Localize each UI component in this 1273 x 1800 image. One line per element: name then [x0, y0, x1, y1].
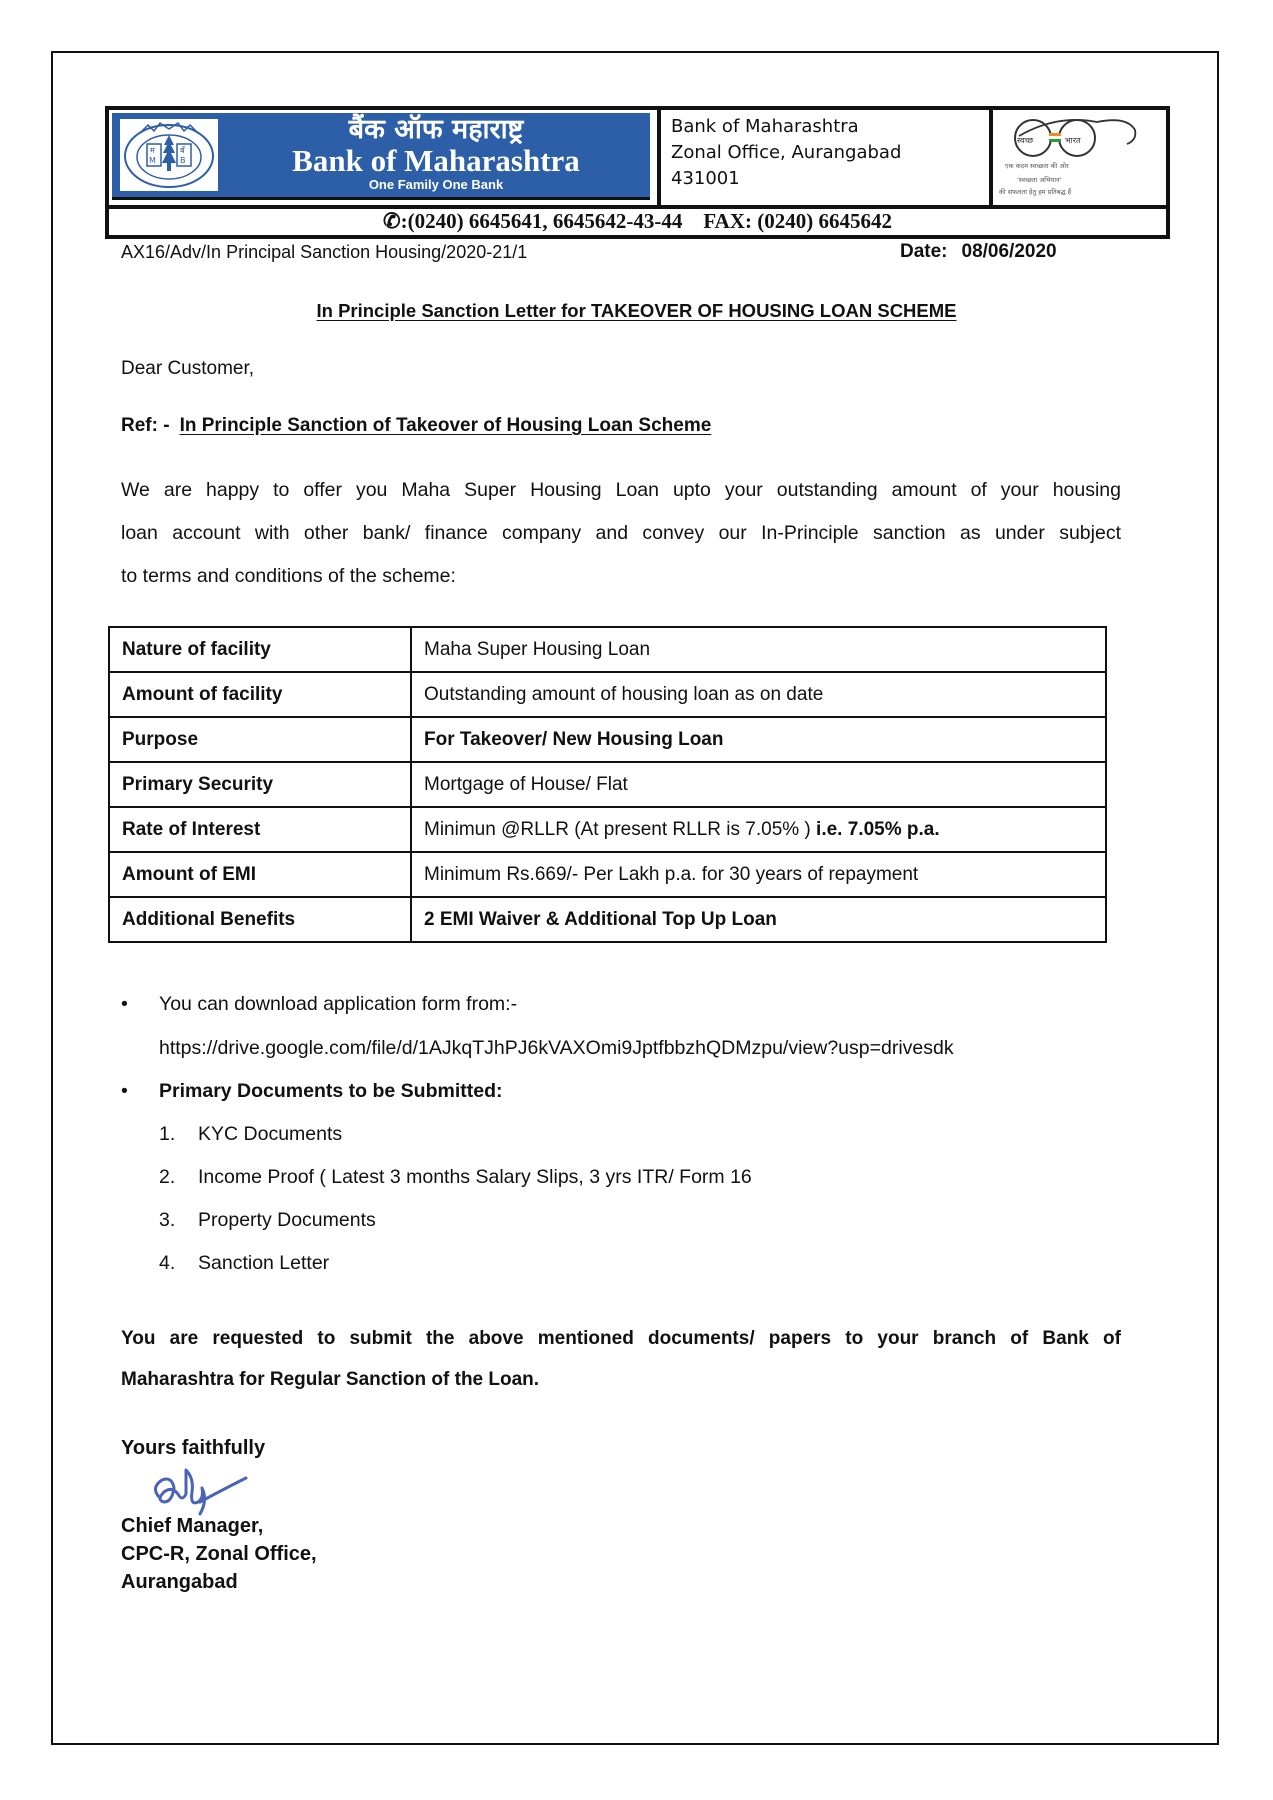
- signatory-designation: Chief Manager,: [121, 1515, 264, 1537]
- ref-label: Ref: -: [121, 415, 170, 436]
- table-row: [109, 627, 1106, 672]
- bank-tagline: One Family One Bank: [368, 177, 504, 192]
- term-value: For Takeover/ New Housing Loan: [411, 717, 1106, 762]
- term-value: Outstanding amount of housing loan as on date: [411, 672, 1106, 717]
- table-row: [109, 897, 1106, 942]
- list-number: 2.: [159, 1166, 176, 1188]
- greeting: Dear Customer,: [121, 358, 255, 379]
- intro-line: to terms and conditions of the scheme:: [121, 565, 456, 587]
- list-item: [159, 1121, 342, 1147]
- letter-date: [900, 239, 1057, 265]
- list-text: Sanction Letter: [198, 1252, 330, 1274]
- header-divider: [989, 110, 993, 205]
- term-label: Amount of facility: [109, 672, 411, 717]
- term-label: Additional Benefits: [109, 897, 411, 942]
- svg-text:बँ: बँ: [180, 146, 185, 155]
- closing-line: You are requested to submit the above mentioned documents/ papers to your branch of Bank of: [121, 1328, 1121, 1349]
- term-value: Minimum Rs.669/- Per Lakh p.a. for 30 years of repayment: [411, 852, 1106, 897]
- date-label: Date:: [900, 241, 948, 262]
- interest-rate-bold: i.e. 7.05% p.a.: [816, 818, 940, 840]
- list-item: [159, 1164, 752, 1190]
- term-value: Mortgage of House/ Flat: [411, 762, 1106, 807]
- list-number: 1.: [159, 1123, 176, 1145]
- letter-title: [0, 298, 1273, 324]
- list-text: Property Documents: [198, 1209, 376, 1231]
- term-value: 2 EMI Waiver & Additional Top Up Loan: [411, 897, 1106, 942]
- header-divider: [657, 110, 661, 205]
- term-label: Amount of EMI: [109, 852, 411, 897]
- svg-text:म: म: [150, 146, 155, 155]
- table-row: [109, 852, 1106, 897]
- date-value: 08/06/2020: [961, 241, 1057, 262]
- telephone-icon: ✆: [383, 209, 401, 233]
- list-number: 4.: [159, 1252, 176, 1274]
- download-label: You can download application form from:-: [159, 993, 518, 1015]
- intro-line: We are happy to offer you Maha Super Housing Loan upto your outstanding amount of your housing: [121, 479, 1121, 501]
- letterhead-top-row: [109, 110, 1166, 209]
- term-label: Nature of facility: [109, 627, 411, 672]
- bank-logo-banner: [112, 113, 650, 200]
- letter-title-text: In Principle Sanction Letter for TAKEOVER OF HOUSING LOAN SCHEME: [316, 300, 957, 321]
- table-row: [109, 807, 1106, 852]
- signatory-city: Aurangabad: [121, 1571, 238, 1593]
- address-line: Zonal Office, Aurangabad: [671, 142, 902, 163]
- letterhead: [105, 106, 1170, 239]
- contact-numbers: :(0240) 6645641, 6645642-43-44 FAX: (0240) 6645642: [400, 209, 892, 233]
- office-address: [671, 114, 991, 192]
- contact-line: [109, 205, 1166, 235]
- interest-text: Minimun @RLLR (At present RLLR is 7.05% ): [424, 818, 817, 840]
- list-number: 3.: [159, 1209, 176, 1231]
- svg-text:'स्वच्छता अभियान': 'स्वच्छता अभियान': [1017, 176, 1062, 184]
- table-row: [109, 672, 1106, 717]
- bank-name-english: Bank of Maharashtra: [292, 143, 580, 178]
- term-label: Purpose: [109, 717, 411, 762]
- list-text: KYC Documents: [198, 1123, 343, 1145]
- bank-emblem-icon: [118, 117, 220, 193]
- ref-subject: In Principle Sanction of Takeover of Housing Loan Scheme: [179, 415, 712, 436]
- svg-text:M: M: [149, 156, 156, 165]
- list-text: Income Proof ( Latest 3 months Salary Slips, 3 yrs ITR/ Form 16: [198, 1166, 752, 1188]
- term-label: Primary Security: [109, 762, 411, 807]
- reference-number: AX16/Adv/In Principal Sanction Housing/2020-21/1: [121, 242, 528, 262]
- address-line: Bank of Maharashtra: [671, 116, 859, 137]
- reference-line: [121, 413, 711, 439]
- list-item: [159, 1207, 376, 1233]
- download-link[interactable]: https://drive.google.com/file/d/1AJkqTJhPJ6kVAXOmi9JptfbbzhQDMzpu/view?usp=drivesdk: [159, 1037, 954, 1059]
- terms-table: [108, 626, 1107, 943]
- svg-text:एक कदम स्वच्छता की ओर: एक कदम स्वच्छता की ओर: [1005, 162, 1069, 170]
- documents-label: Primary Documents to be Submitted:: [159, 1080, 503, 1102]
- bullet-icon: •: [121, 1080, 128, 1102]
- table-row: [109, 762, 1106, 807]
- bullet-icon: •: [121, 993, 128, 1015]
- term-value: Maha Super Housing Loan: [411, 627, 1106, 672]
- table-row: [109, 717, 1106, 762]
- list-item: [159, 1250, 329, 1276]
- bank-name-hindi: बैंक ऑफ महाराष्ट्र: [348, 114, 524, 145]
- term-label: Rate of Interest: [109, 807, 411, 852]
- term-value: [411, 807, 1106, 852]
- svg-text:की सफलता हेतु हम प्रतिबद्ध हैं: की सफलता हेतु हम प्रतिबद्ध हैं: [999, 188, 1072, 196]
- closing-line: Maharashtra for Regular Sanction of the Loan.: [121, 1369, 540, 1390]
- address-line: 431001: [671, 168, 740, 189]
- svg-text:स्वच्छ: स्वच्छ: [1017, 136, 1034, 145]
- salutation: Yours faithfully: [121, 1437, 266, 1459]
- swachh-bharat-logo-icon: [997, 112, 1163, 202]
- signatory-office: CPC-R, Zonal Office,: [121, 1543, 317, 1565]
- intro-line: loan account with other bank/ finance company and convey our In-Principle sanction as under subject: [121, 522, 1121, 544]
- svg-text:B: B: [180, 156, 186, 165]
- signature-icon: [142, 1458, 252, 1518]
- closing-paragraph: [121, 1318, 1121, 1400]
- intro-paragraph: [121, 469, 1121, 598]
- svg-text:भारत: भारत: [1065, 136, 1081, 145]
